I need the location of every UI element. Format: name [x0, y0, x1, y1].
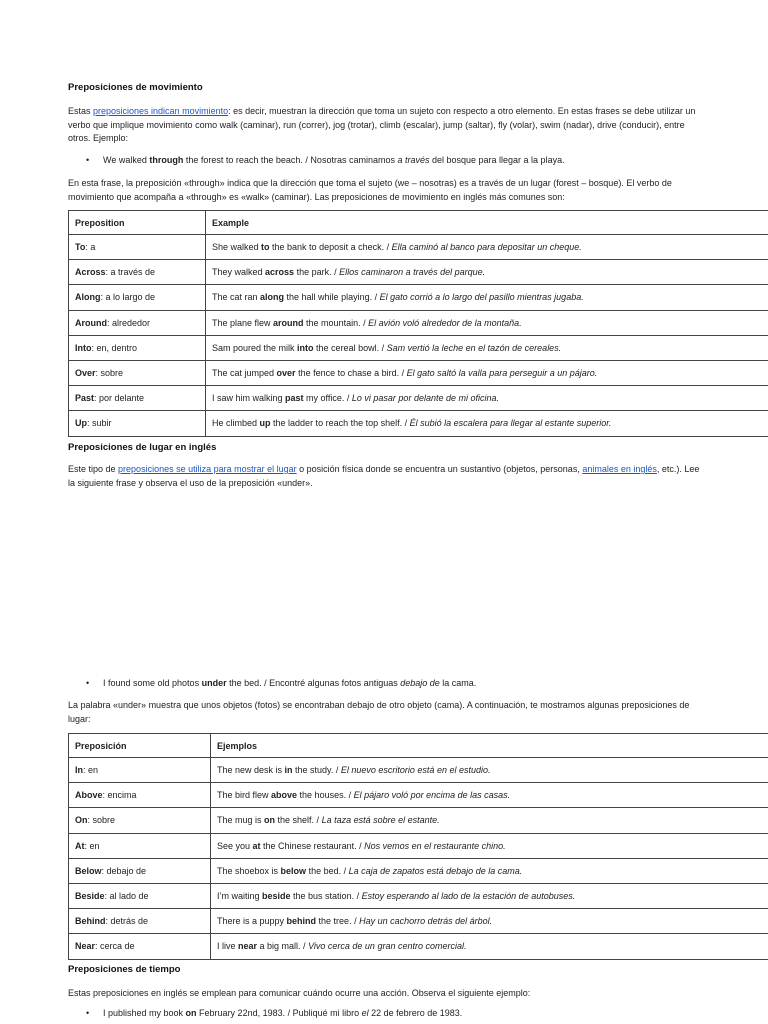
- table-row: [69, 360, 768, 385]
- table-row: [69, 909, 768, 934]
- example-list: [68, 1007, 462, 1020]
- table-row: [69, 783, 768, 808]
- preposition-cell: Near: cerca de: [69, 934, 211, 959]
- example-cell: The cat jumped over the fence to chase a bird. / El gato saltó la valla para perseguir a un pájaro.: [206, 360, 768, 385]
- example-cell: I live near a big mall. / Vivo cerca de un gran centro comercial.: [211, 934, 768, 959]
- example-list: [68, 154, 565, 167]
- col-header-preposicion: Preposición: [69, 734, 211, 758]
- preposition-cell: Along: a lo largo de: [69, 285, 206, 310]
- heading-lugar: Preposiciones de lugar en inglés: [68, 442, 217, 453]
- table-row: [69, 883, 768, 908]
- intro-text: , etc.). Lee la siguiente frase y observa el uso de la preposición «under».: [68, 464, 700, 488]
- example-cell: There is a puppy behind the tree. / Hay un cachorro detrás del árbol.: [211, 909, 768, 934]
- preposition-cell: At: en: [69, 833, 211, 858]
- preposition-cell: Above: encima: [69, 783, 211, 808]
- col-header-example: Example: [206, 211, 768, 235]
- preposition-cell: Behind: detrás de: [69, 909, 211, 934]
- preposition-cell: Into: en, dentro: [69, 335, 206, 360]
- col-header-preposition: Preposition: [69, 211, 206, 235]
- preposition-cell: In: en: [69, 758, 211, 783]
- example-cell: They walked across the park. / Ellos caminaron a través del parque.: [206, 260, 768, 285]
- example-under: • I found some old photos under the bed. / Encontré algunas fotos antiguas debajo de la cama.: [68, 677, 476, 690]
- example-cell: See you at the Chinese restaurant. / Nos vemos en el restaurante chino.: [211, 833, 768, 858]
- example-cell: The cat ran along the hall while playing. / El gato corrió a lo largo del pasillo mientras jugaba.: [206, 285, 768, 310]
- intro-text: o posición física donde se encuentra un sustantivo (objetos, personas,: [296, 464, 583, 474]
- table-row: [69, 386, 768, 411]
- col-header-ejemplos: Ejemplos: [211, 734, 768, 758]
- preposition-cell: Up: subir: [69, 411, 206, 436]
- explanation-lugar: La palabra «under» muestra que unos objetos (fotos) se encontraban debajo de otro objeto (cama). A continuación, te mostramos algunas preposiciones de lugar:: [68, 700, 690, 724]
- heading-movimiento: Preposiciones de movimiento: [68, 82, 203, 93]
- intro-text: : es decir, muestran la dirección que toma un sujeto con respecto a otro elemento. En estas frases se debe utilizar un verbo que implique movimiento como walk (caminar), run (correr), jog (trotar), climb (escalar), jump (saltar), fly (volar), swim (nadar), drive (conducir), entre otros. Ejemplo:: [68, 106, 696, 144]
- preposition-cell: To: a: [69, 235, 206, 260]
- table-row: [69, 335, 768, 360]
- preposition-cell: Around: alrededor: [69, 310, 206, 335]
- heading-tiempo: Preposiciones de tiempo: [68, 964, 181, 975]
- preposition-cell: Beside: al lado de: [69, 883, 211, 908]
- table-preposiciones-lugar: [68, 733, 768, 960]
- example-cell: He climbed up the ladder to reach the top shelf. / Él subió la escalera para llegar al estante superior.: [206, 411, 768, 436]
- table-row: [69, 858, 768, 883]
- example-cell: Sam poured the milk into the cereal bowl. / Sam vertió la leche en el tazón de cereales.: [206, 335, 768, 360]
- table-preposiciones-movimiento: [68, 210, 768, 437]
- table-header-row: [69, 211, 768, 235]
- example-cell: She walked to the bank to deposit a check. / Ella caminó al banco para depositar un cheque.: [206, 235, 768, 260]
- example-through: • We walked through the forest to reach the beach. / Nosotras caminamos a través del bosque para llegar a la playa.: [68, 154, 565, 167]
- table-row: [69, 260, 768, 285]
- example-cell: The plane flew around the mountain. / El avión voló alrededor de la montaña.: [206, 310, 768, 335]
- table-row: [69, 758, 768, 783]
- table-row: [69, 934, 768, 959]
- table-row: [69, 310, 768, 335]
- example-cell: The bird flew above the houses. / El pájaro voló por encima de las casas.: [211, 783, 768, 808]
- table-header-row: [69, 734, 768, 758]
- example-list: [68, 677, 476, 690]
- intro-movimiento: [68, 105, 708, 146]
- preposition-cell: Below: debajo de: [69, 858, 211, 883]
- explanation-movimiento: En esta frase, la preposición «through» indica que la dirección que toma el sujeto (we – nosotras) es a través de un lugar (forest – bosque). El verbo de movimiento que acompaña a «through» es «walk» (caminar). Las preposiciones de movimiento en inglés más comunes son:: [68, 178, 672, 202]
- link-preposiciones-movimiento[interactable]: preposiciones indican movimiento: [93, 106, 229, 116]
- intro-text: Este tipo de: [68, 464, 119, 474]
- example-cell: The mug is on the shelf. / La taza está sobre el estante.: [211, 808, 768, 833]
- example-cell: I saw him walking past my office. / Lo vi pasar por delante de mi oficina.: [206, 386, 768, 411]
- intro-lugar: [68, 463, 708, 490]
- preposition-cell: Across: a través de: [69, 260, 206, 285]
- intro-tiempo: Estas preposiciones en inglés se emplean para comunicar cuándo ocurre una acción. Observa el siguiente ejemplo:: [68, 988, 531, 998]
- table-row: [69, 285, 768, 310]
- preposition-cell: Past: por delante: [69, 386, 206, 411]
- intro-text: Estas: [68, 106, 94, 116]
- example-cell: The new desk is in the study. / El nuevo escritorio está en el estudio.: [211, 758, 768, 783]
- preposition-cell: On: sobre: [69, 808, 211, 833]
- link-animales-ingles[interactable]: animales en inglés: [582, 464, 657, 474]
- preposition-cell: Over: sobre: [69, 360, 206, 385]
- table-row: [69, 808, 768, 833]
- table-row: [69, 411, 768, 436]
- example-on: • I published my book on February 22nd, 1983. / Publiqué mi libro el 22 de febrero de 1983.: [68, 1007, 462, 1020]
- example-cell: The shoebox is below the bed. / La caja de zapatos está debajo de la cama.: [211, 858, 768, 883]
- example-cell: I’m waiting beside the bus station. / Estoy esperando al lado de la estación de autobuses.: [211, 883, 768, 908]
- table-row: [69, 235, 768, 260]
- link-preposiciones-lugar[interactable]: preposiciones se utiliza para mostrar el lugar: [118, 464, 297, 474]
- table-row: [69, 833, 768, 858]
